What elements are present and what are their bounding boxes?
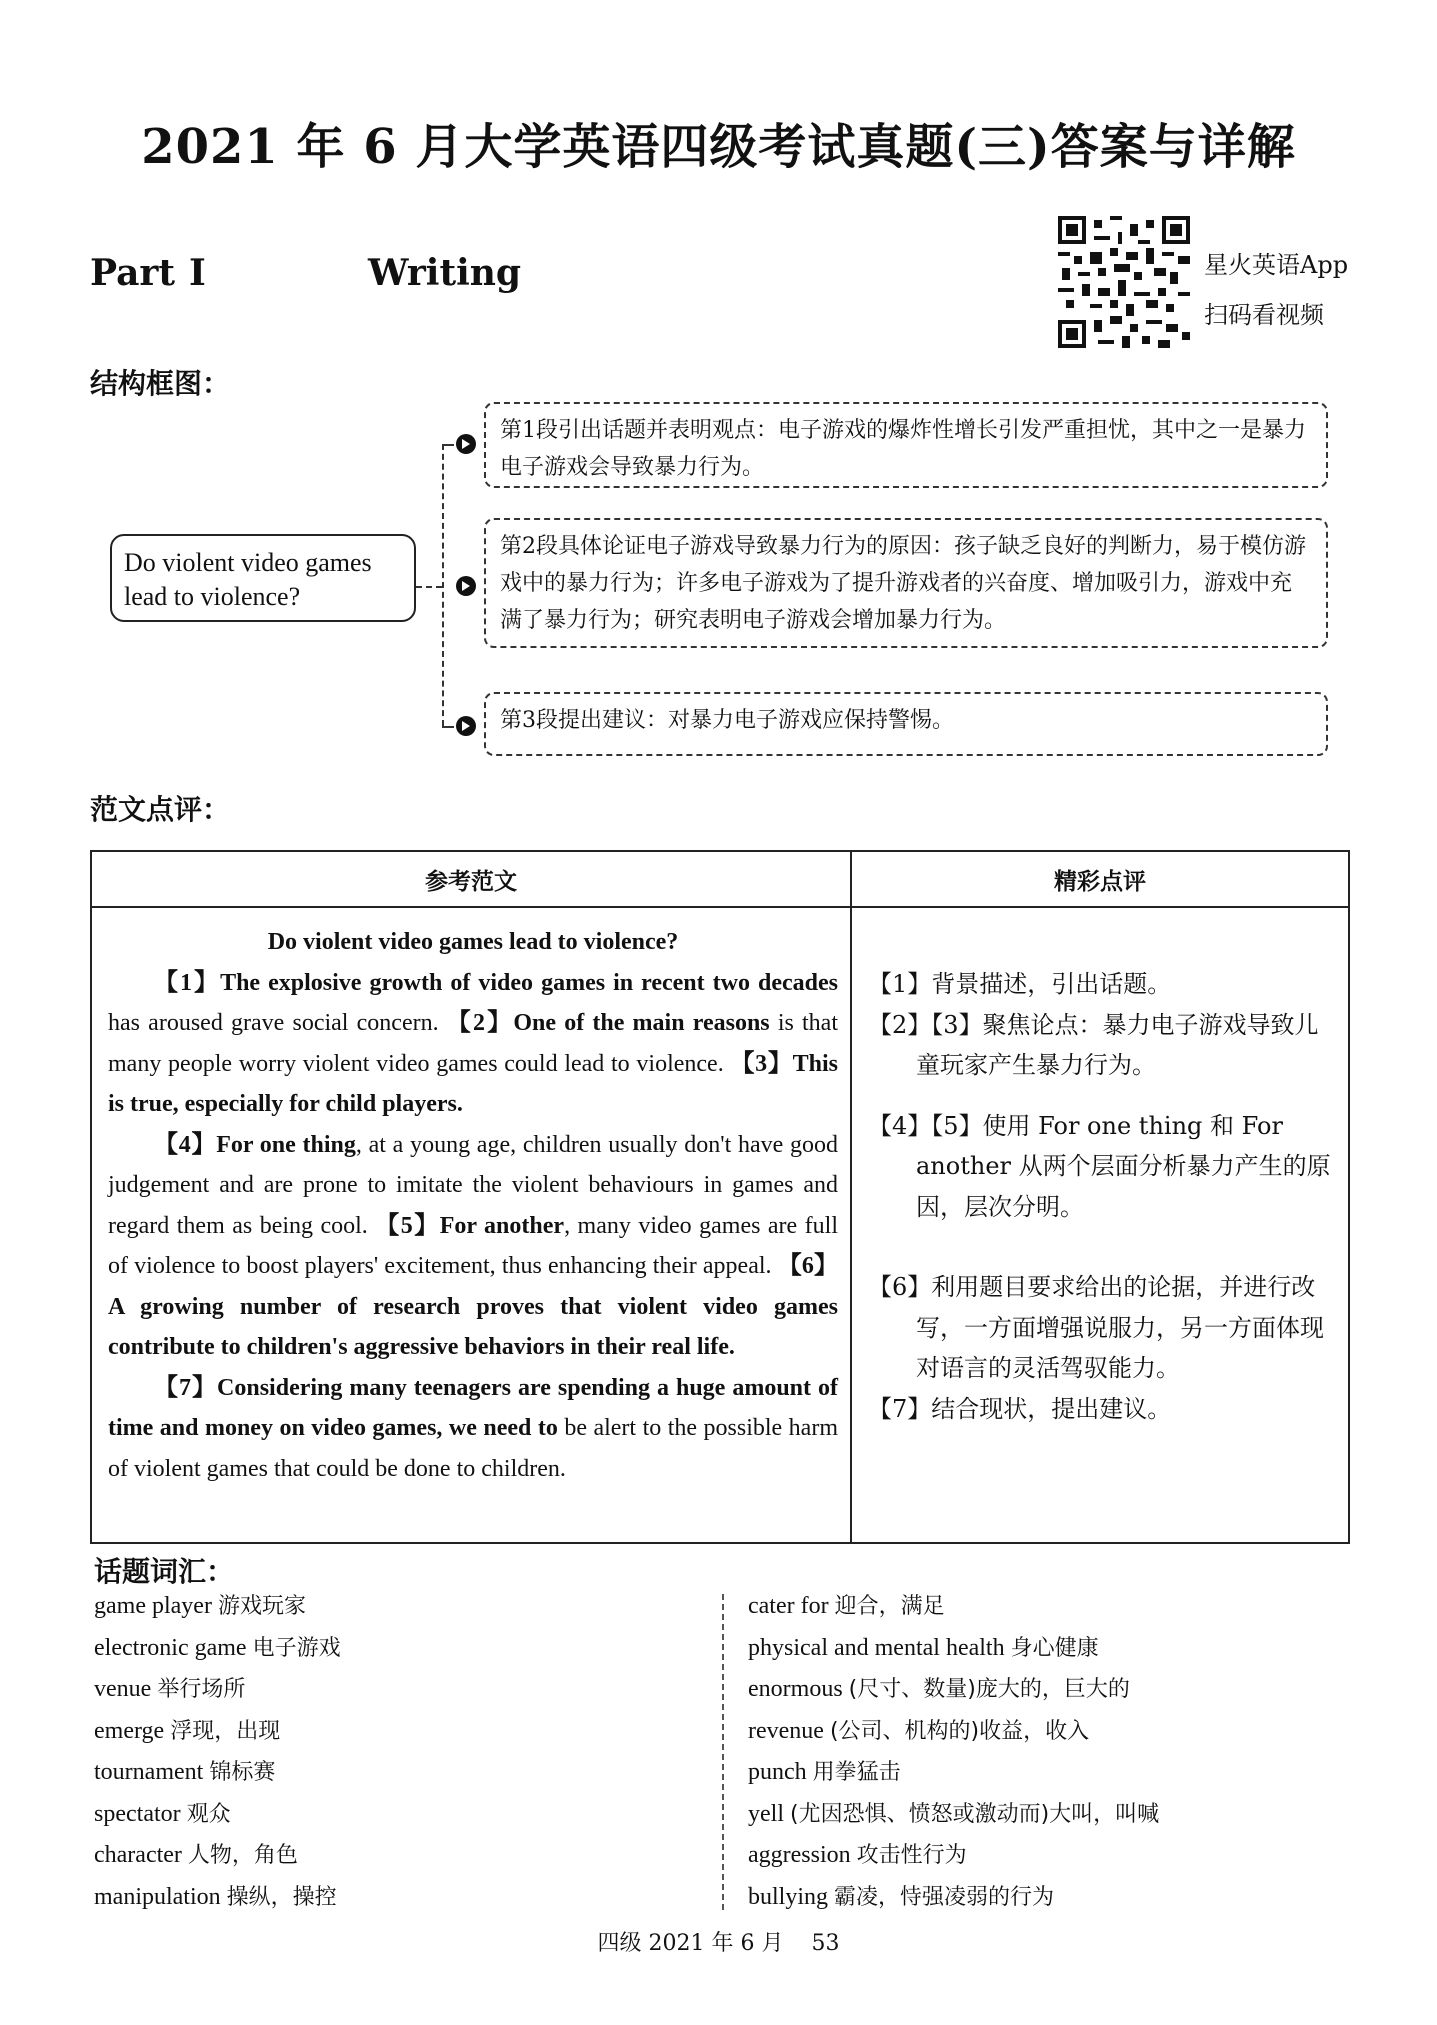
app-promo xyxy=(1204,240,1348,340)
comment-cell xyxy=(851,907,1349,1543)
vocab-item: bullying 霸凌，恃强凌弱的行为 xyxy=(748,1883,1055,1910)
essay-paragraph-2: 【4】For one thing, at a young age, children usually don't have good judgement and are prone to imitate the violent behaviours in games and regard them as being cool. 【5】For another, many video games are full of violence to boost players' excitement, thus enhancing their appeal. 【6】A growing number of research proves that violent video games contribute to children's aggressive behaviors in their real life. xyxy=(108,1131,839,1360)
section-title: Writing xyxy=(368,252,522,294)
connector-line xyxy=(416,586,442,588)
vocab-item: electronic game 电子游戏 xyxy=(94,1634,341,1661)
vocab-item: tournament 锦标赛 xyxy=(94,1759,276,1785)
vocab-item: emerge 浮现，出现 xyxy=(94,1717,281,1744)
essay-table xyxy=(90,850,1350,1544)
essay-paragraph-1: 【1】The explosive growth of video games in recent two decades has aroused grave social concern. 【2】One of the main reasons is that many people worry violent video games could lead to violence. 【3】This is true, especially for child players. xyxy=(108,969,839,1117)
vocab-heading: 话题词汇： xyxy=(94,1555,235,1588)
comment-item: 【2】【3】聚焦论点：暴力电子游戏导致儿童玩家产生暴力行为。 xyxy=(868,1010,1319,1079)
vocab-list-right xyxy=(748,1586,1159,1918)
comment-item: 【6】利用题目要求给出的论据，并进行改写，一方面增强说服力，另一方面体现对语言的灵活驾驭能力。 xyxy=(868,1273,1324,1382)
mind-map-branch-3: 第3段提出建议：对暴力电子游戏应保持警惕。 xyxy=(484,692,1328,756)
column-header: 参考范文 xyxy=(91,851,851,907)
page-title: 2021 年 6 月大学英语四级考试真题(三)答案与详解 xyxy=(141,119,1296,175)
vocab-item: aggression 攻击性行为 xyxy=(748,1842,967,1868)
part-heading xyxy=(90,252,522,294)
page-number: 53 xyxy=(811,1931,840,1956)
vocab-item: enormous (尺寸、数量)庞大的，巨大的 xyxy=(748,1676,1130,1702)
connector-line xyxy=(442,444,444,726)
page-footer xyxy=(0,1926,1437,1957)
vocab-item: physical and mental health 身心健康 xyxy=(748,1634,1099,1661)
essay-cell xyxy=(91,907,851,1543)
model-essay xyxy=(108,922,838,1489)
essay-paragraph-3: 【7】Considering many teenagers are spending a huge amount of time and money on video games, we need to be alert to the possible harm of violent games that could be done to children. xyxy=(108,1374,839,1482)
app-name: 星火英语App xyxy=(1204,251,1349,279)
vocab-item: game player 游戏玩家 xyxy=(94,1593,306,1619)
scan-hint: 扫码看视频 xyxy=(1204,301,1324,329)
vocab-list-left xyxy=(94,1586,341,1918)
vocab-item: revenue (公司、机构的)收益，收入 xyxy=(748,1717,1090,1744)
mind-map-branch-1: 第1段引出话题并表明观点：电子游戏的爆炸性增长引发严重担忧，其中之一是暴力电子游戏会导致暴力行为。 xyxy=(484,402,1328,488)
vocab-item: punch 用拳猛击 xyxy=(748,1759,901,1785)
comment-item: 【7】结合现状，提出建议。 xyxy=(868,1394,1172,1423)
arrow-icon xyxy=(456,716,476,736)
column-header: 精彩点评 xyxy=(851,851,1349,907)
connector-line xyxy=(442,444,454,446)
mind-map-branch-2: 第2段具体论证电子游戏导致暴力行为的原因：孩子缺乏良好的判断力，易于模仿游戏中的暴力行为；许多电子游戏为了提升游戏者的兴奋度、增加吸引力，游戏中充满了暴力行为；研究表明电子游戏会增加暴力行为。 xyxy=(484,518,1328,648)
arrow-icon xyxy=(456,434,476,454)
structure-heading: 结构框图： xyxy=(90,367,231,400)
mind-map-root: Do violent video games lead to violence? xyxy=(110,534,416,622)
qr-code-icon[interactable] xyxy=(1058,216,1190,348)
vocab-item: character 人物，角色 xyxy=(94,1842,298,1868)
arrow-icon xyxy=(456,576,476,596)
vocab-item: yell (尤因恐惧、愤怒或激动而)大叫，叫喊 xyxy=(748,1800,1160,1827)
essay-title: Do violent video games lead to violence? xyxy=(267,929,679,955)
vocab-item: manipulation 操纵，操控 xyxy=(94,1883,337,1910)
part-numeral: Ⅰ xyxy=(189,252,206,294)
comment-item: 【4】【5】使用 For one thing 和 For another 从两个层面分析暴力产生的原因，层次分明。 xyxy=(868,1111,1331,1221)
comment-item: 【1】背景描述，引出话题。 xyxy=(868,970,1172,998)
column-divider xyxy=(722,1594,724,1910)
vocab-item: venue 举行场所 xyxy=(94,1676,246,1702)
part-label: Part xyxy=(90,252,176,294)
comment-list xyxy=(868,964,1336,1429)
review-heading: 范文点评： xyxy=(90,793,231,826)
footer-text: 四级 2021 年 6 月 xyxy=(597,1931,784,1956)
connector-line xyxy=(442,726,454,728)
vocab-item: cater for 迎合，满足 xyxy=(748,1593,945,1619)
vocab-item: spectator 观众 xyxy=(94,1800,231,1827)
